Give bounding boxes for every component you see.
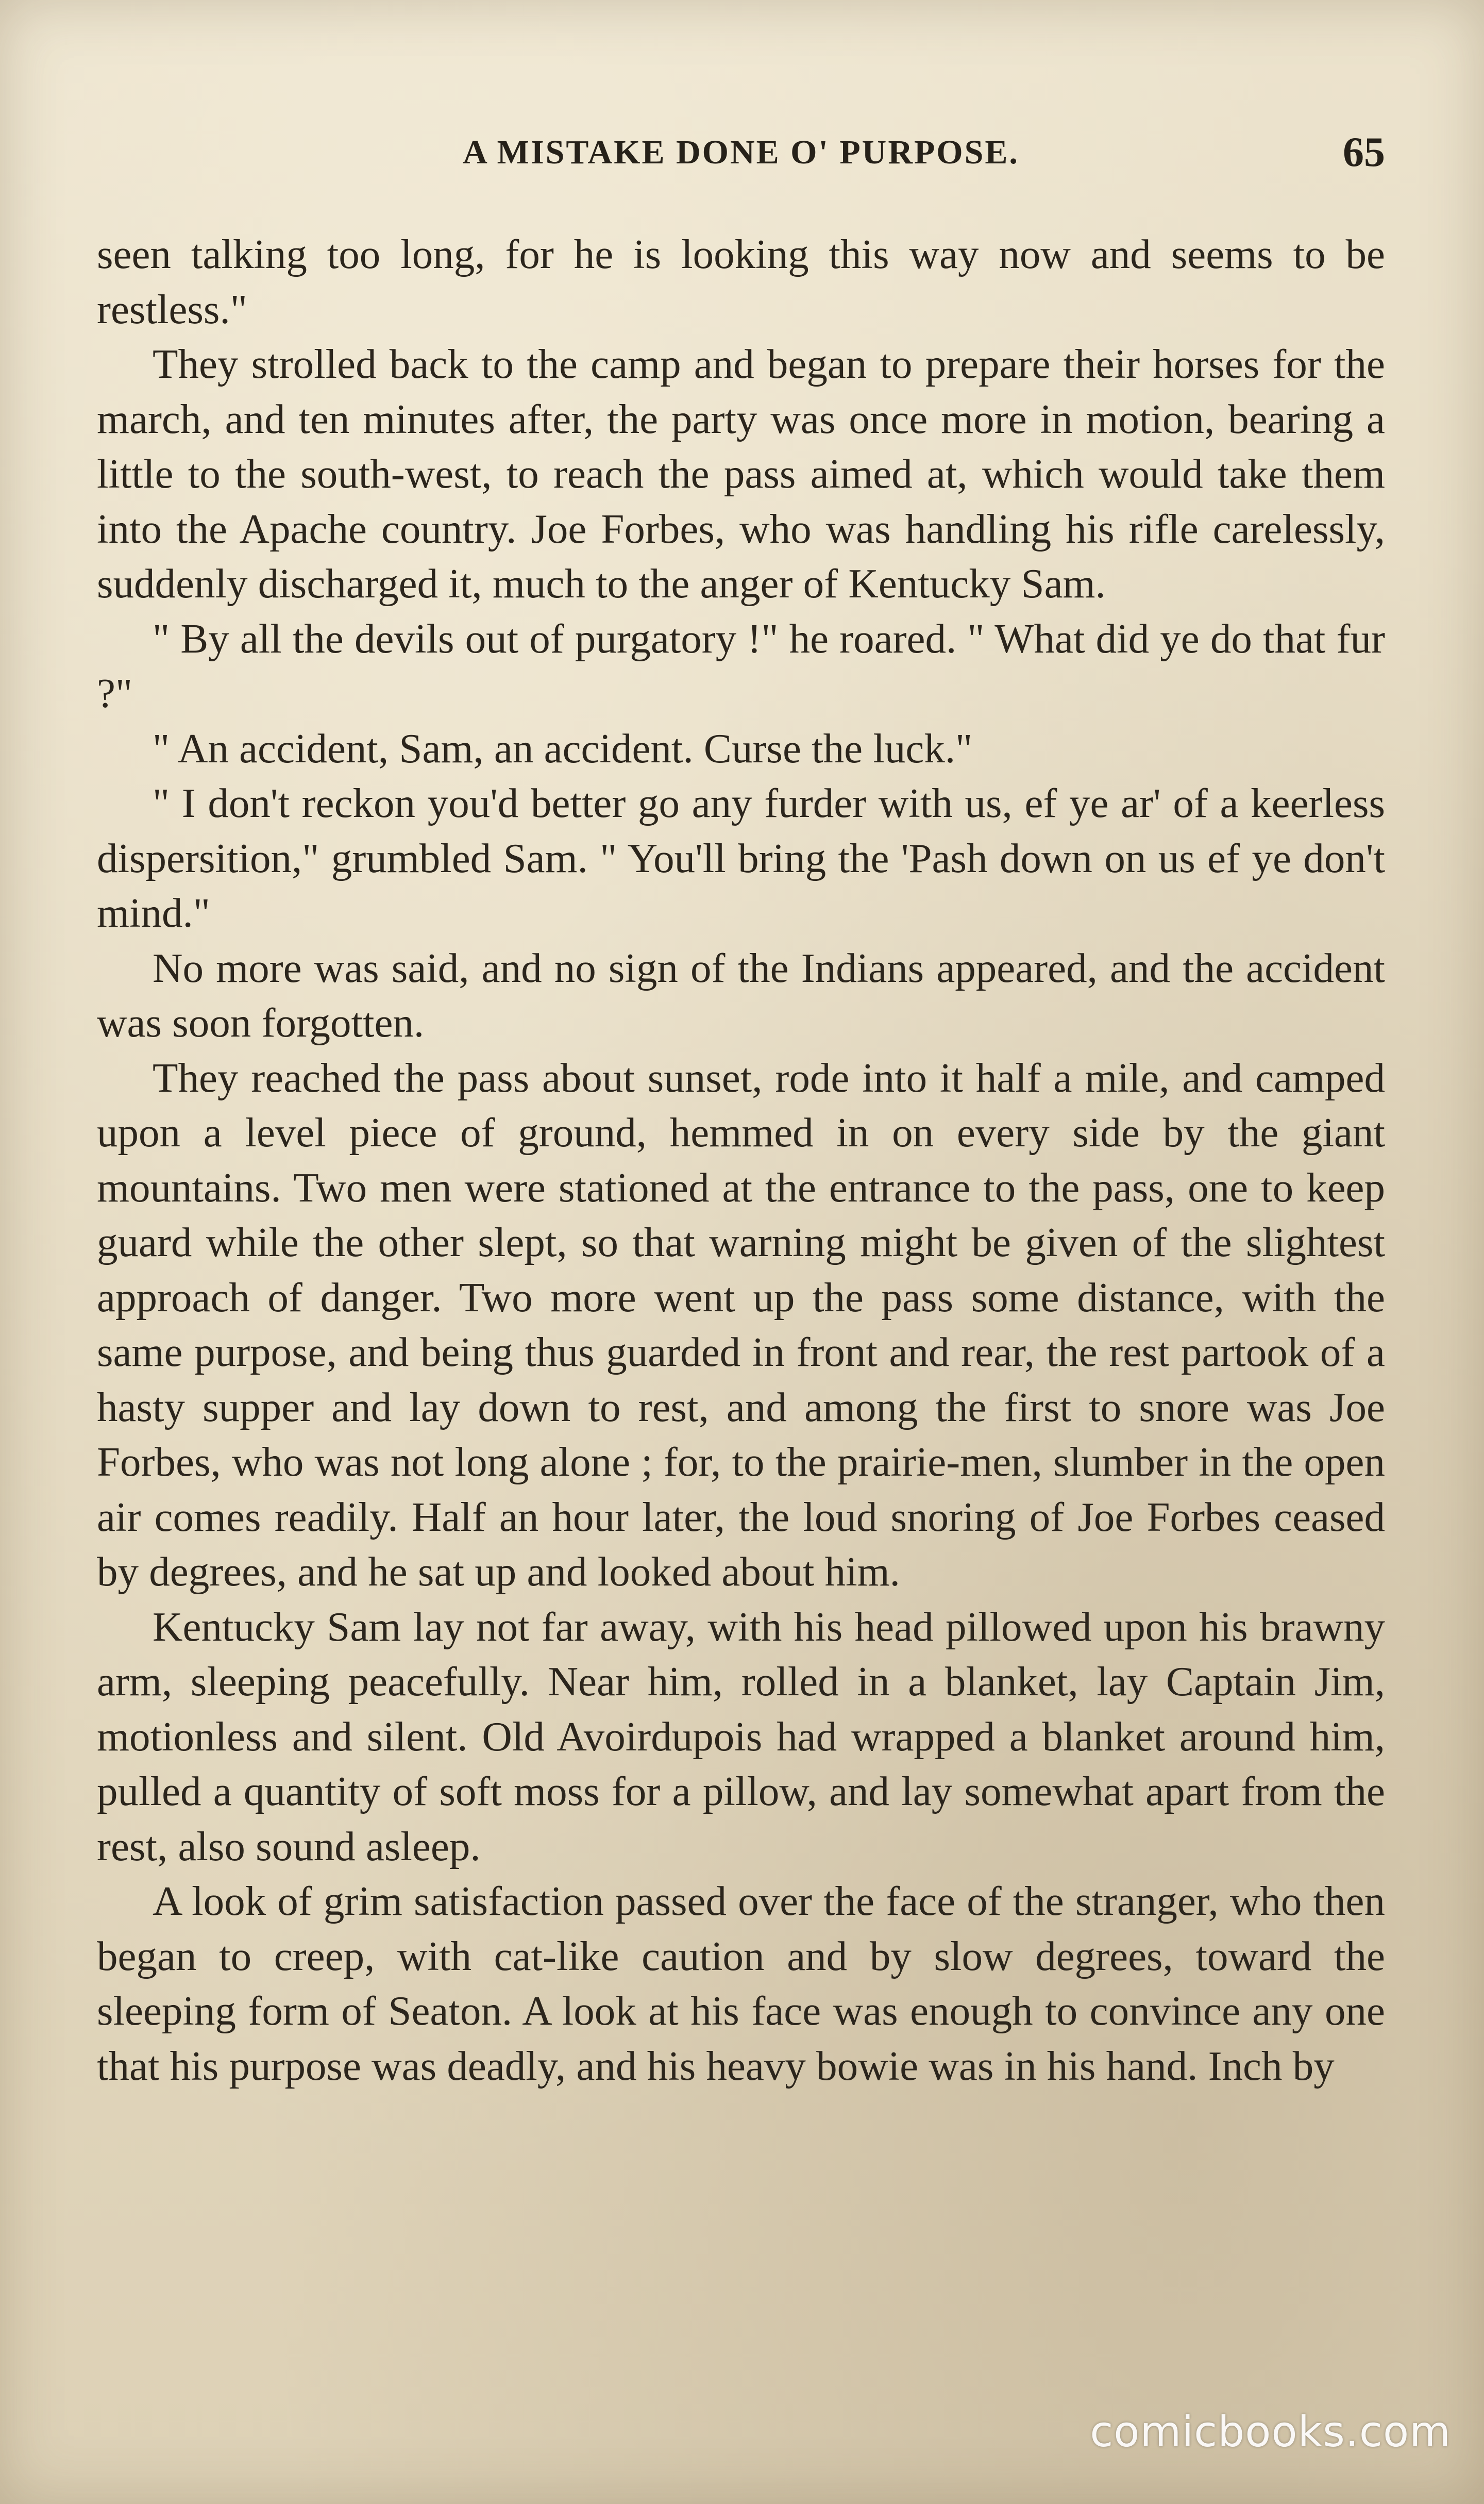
paragraph: " An accident, Sam, an accident. Curse the luck." <box>153 725 973 772</box>
paragraph-continued: seen talking too long, for he is looking this way now and seems to be restless." <box>97 231 1385 332</box>
page-number: 65 <box>1343 128 1385 175</box>
page-header <box>97 128 1385 185</box>
paragraph: They reached the pass about sunset, rode into it half a mile, and camped upon a level piece of ground, hemmed in on every side by the giant mountains. Two men were stationed at the entrance to the pass, one to keep guard while the other slept, so that warning might be given of the slightest approach of danger. Two more went up the pass some distance, with the same purpose, and being thus guarded in front and rear, the rest partook of a hasty supper and lay down to rest, and among the first to snore was Joe Forbes, who was not long alone ; for, to the prairie-men, slumber in the open air comes readily. Half an hour later, the loud snoring of Joe Forbes ceased by degrees, and he sat up and looked about him. <box>97 1054 1385 1595</box>
body-text <box>97 227 1385 2093</box>
paragraph: No more was said, and no sign of the Indians appeared, and the accident was soon forgotten. <box>97 944 1385 1046</box>
paragraph: Kentucky Sam lay not far away, with his head pillowed upon his brawny arm, sleeping peacefully. Near him, rolled in a blanket, lay Captain Jim, motionless and silent. Old Avoirdupois had wrapped a blanket around him, pulled a quantity of soft moss for a pillow, and lay somewhat apart from the rest, also sound asleep. <box>97 1603 1385 1869</box>
paragraph: " I don't reckon you'd better go any furder with us, ef ye ar' of a keerless dispersition," grumbled Sam. " You'll bring the 'Pash down on us ef ye don't mind." <box>97 780 1385 936</box>
paragraph: " By all the devils out of purgatory !" he roared. " What did ye do that fur ?" <box>97 615 1385 716</box>
paragraph: They strolled back to the camp and began to prepare their horses for the march, and ten minutes after, the party was once more in motion, bearing a little to the south-west, to reach the pass aimed at, which would take them into the Apache country. Joe Forbes, who was handling his rifle carelessly, suddenly discharged it, much to the anger of Kentucky Sam. <box>97 341 1385 607</box>
running-title: A MISTAKE DONE O' PURPOSE. <box>463 133 1019 171</box>
site-watermark: comicbooks.com <box>1090 2408 1451 2457</box>
paragraph: A look of grim satisfaction passed over the face of the stranger, who then began to creep, with cat-like caution and by slow degrees, toward the sleeping form of Seaton. A look at his face was enough to convince any one that his purpose was deadly, and his heavy bowie was in his hand. Inch by <box>97 1878 1385 2089</box>
